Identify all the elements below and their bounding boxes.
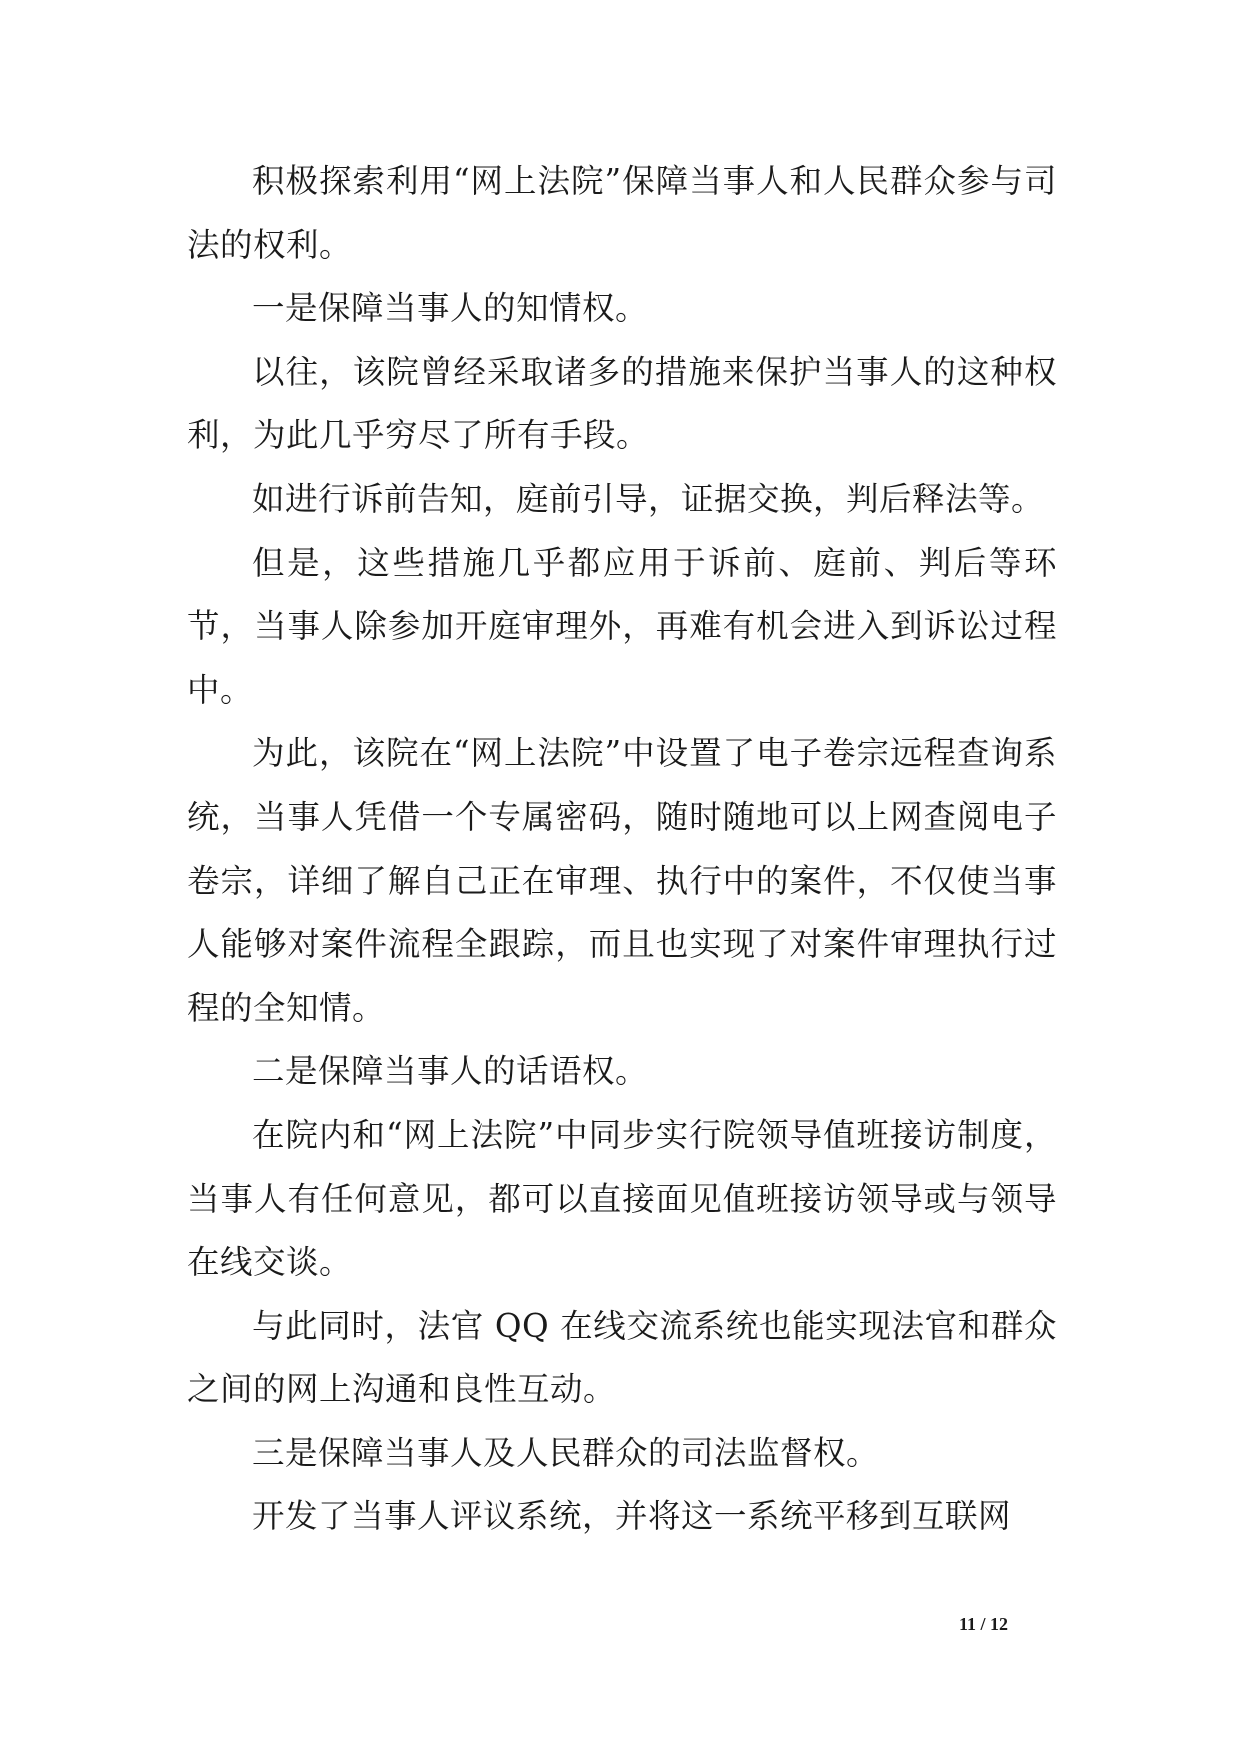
paragraph-3: 以往，该院曾经采取诸多的措施来保护当事人的这种权利，为此几乎穷尽了所有手段。	[187, 352, 1057, 455]
document-body	[187, 150, 1057, 1549]
paragraph-7: 二是保障当事人的话语权。	[252, 1052, 649, 1091]
paragraph-5: 但是，这些措施几乎都应用于诉前、庭前、判后等环节，当事人除参加开庭审理外，再难有机会进入到诉讼过程中。	[187, 543, 1057, 709]
paragraph-2: 一是保障当事人的知情权。	[252, 289, 649, 328]
paragraph-6: 为此，该院在“网上法院”中设置了电子卷宗远程查询系统，当事人凭借一个专属密码，随时随地可以上网查阅电子卷宗，详细了解自己正在审理、执行中的案件，不仅使当事人能够对案件流程全跟踪，而且也实现了对案件审理执行过程的全知情。	[187, 734, 1057, 1027]
paragraph-8: 在院内和“网上法院”中同步实行院领导值班接访制度，当事人有任何意见，都可以直接面见值班接访领导或与领导在线交谈。	[187, 1115, 1057, 1282]
paragraph-10: 三是保障当事人及人民群众的司法监督权。	[252, 1433, 880, 1472]
paragraph-9: 与此同时，法官 QQ 在线交流系统也能实现法官和群众之间的网上沟通和良性互动。	[187, 1306, 1057, 1409]
paragraph-4: 如进行诉前告知，庭前引导，证据交换，判后释法等。	[252, 479, 1045, 518]
paragraph-11: 开发了当事人评议系统，并将这一系统平移到互联网	[252, 1497, 1012, 1536]
page-number: 11 / 12	[959, 1614, 1009, 1634]
paragraph-1: 积极探索利用“网上法院”保障当事人和人民群众参与司法的权利。	[187, 162, 1057, 264]
